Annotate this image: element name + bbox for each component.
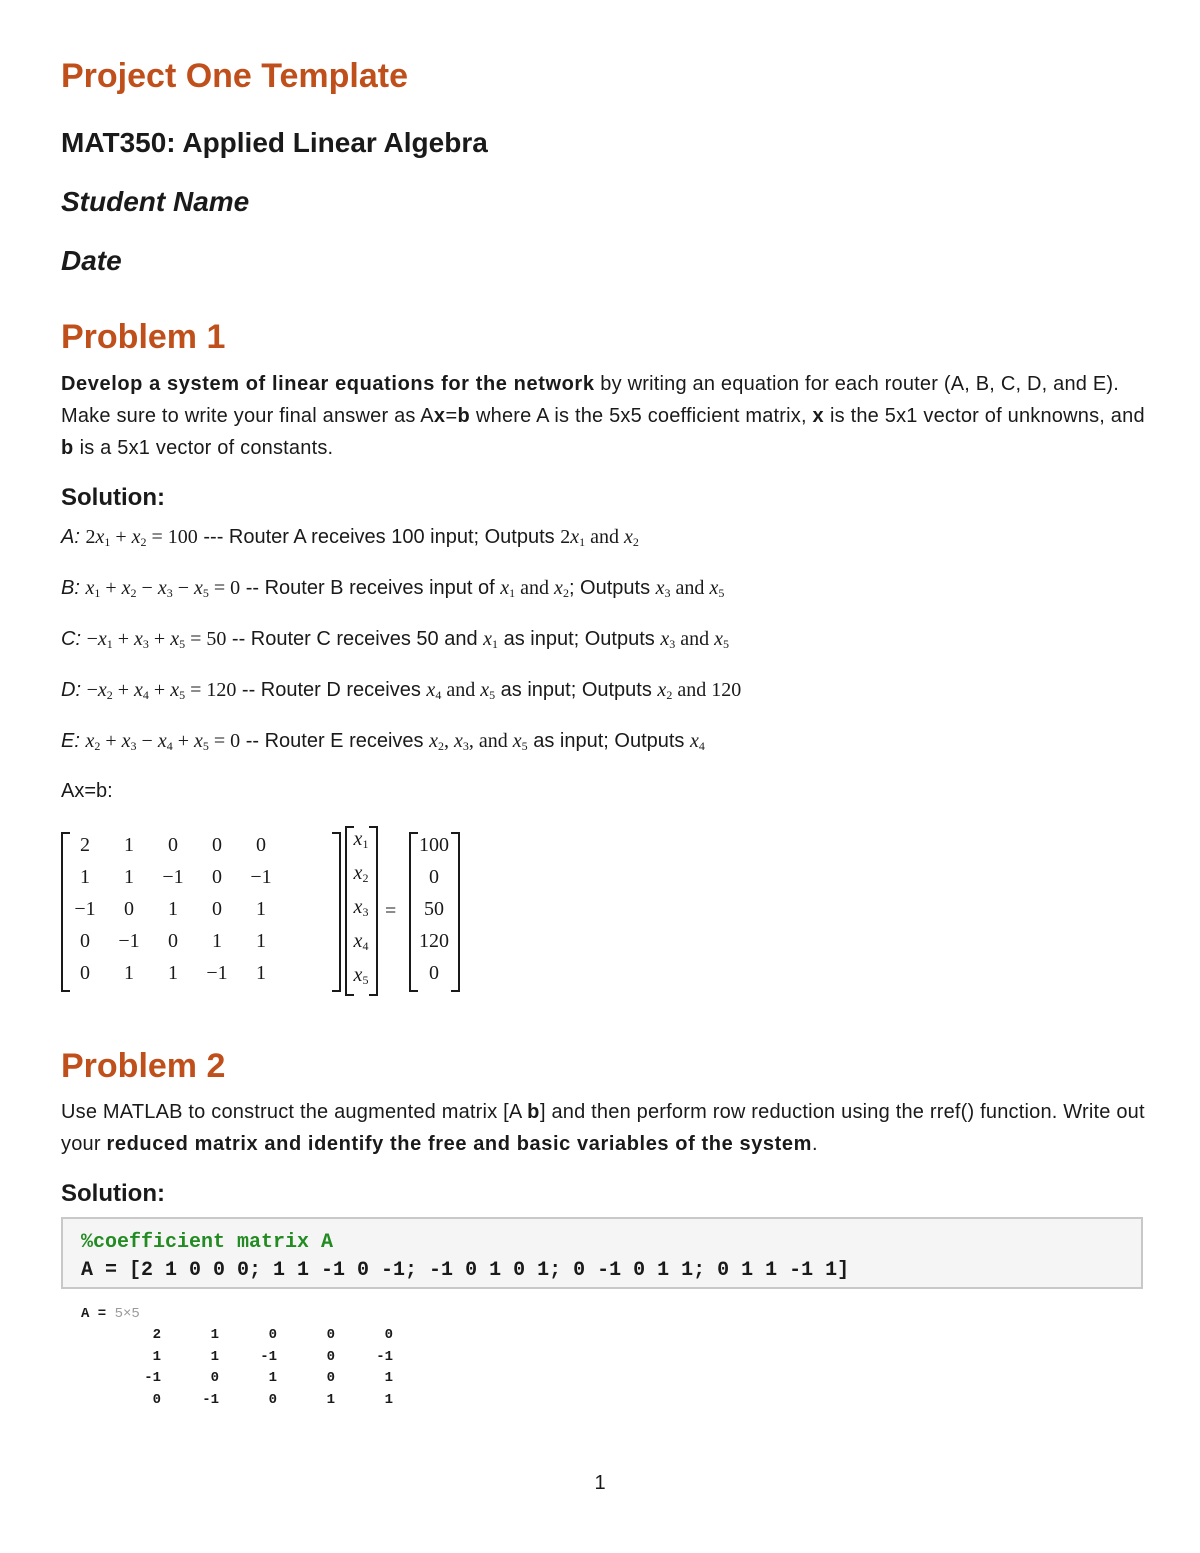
- matrix-a-cell: 1: [124, 866, 134, 888]
- matrix-a-right-bracket: [332, 832, 341, 992]
- matrix-a-cell: −1: [118, 930, 140, 952]
- matrix-a-cell: 0: [212, 834, 222, 856]
- prompt-text: by writing an equation for each router (A, B, C, D, and E). Make sure to write your final answer as A: [61, 373, 1120, 427]
- code-line: A = [2 1 0 0 0; 1 1 -1 0 -1; -1 0 1 0 1; 0 -1 0 1 1; 0 1 1 -1 1]: [81, 1259, 850, 1282]
- vector-b-cell: 120: [419, 930, 449, 952]
- problem1-prompt: [61, 368, 1146, 464]
- output-cell: 1: [268, 1370, 277, 1386]
- matrix-a-cell: 1: [124, 834, 134, 856]
- output-cell: 1: [210, 1348, 219, 1365]
- output-cell: 1: [384, 1370, 393, 1386]
- prompt-text: is a 5x1 vector of constants.: [73, 437, 334, 459]
- prompt-bold: Develop a system of linear equations for the network: [61, 373, 595, 395]
- eq-desc: -- Router D receives: [236, 679, 427, 701]
- code-block[interactable]: [61, 1217, 1143, 1289]
- equation-c: C: $-x_1 + x_3 + x_5 = 50$ -- Router C receives 50 and $x_1$ as input; Outputs $x_3$ and $x_5$: [61, 628, 730, 651]
- matrix-a-cell: 1: [256, 962, 266, 984]
- eq-desc: ; Outputs: [568, 577, 656, 599]
- output-header: [81, 1306, 140, 1322]
- matrix-a-cell: 1: [256, 930, 266, 952]
- matrix-a-cell: 0: [212, 866, 222, 888]
- student-name: Student Name: [61, 186, 250, 217]
- matrix-a-cell: 0: [80, 962, 90, 984]
- output-cell: 0: [268, 1391, 277, 1408]
- page-number: 1: [594, 1472, 606, 1494]
- eq-label: B:: [61, 577, 80, 599]
- output-dims: 5×5: [114, 1306, 140, 1322]
- eq-label: A:: [61, 526, 80, 548]
- matrix-a-cell: 0: [124, 898, 134, 920]
- output-cell: 0: [326, 1370, 335, 1386]
- output-cell: 1: [210, 1327, 219, 1343]
- output-name: A =: [81, 1306, 115, 1322]
- output-cell: -1: [260, 1348, 277, 1365]
- eq-desc: as input; Outputs: [527, 730, 690, 752]
- equation-b: B: $x_1 + x_2 - x_3 - x_5 = 0$ -- Router B receives input of $x_1$ and $x_2$; Outputs $x_3$ and $x_5$: [61, 577, 725, 600]
- vector-b-cell: 50: [424, 898, 444, 920]
- prompt-x: x: [812, 405, 825, 427]
- matrix-a-cell: 0: [168, 834, 178, 856]
- output-cell: 0: [152, 1391, 161, 1408]
- solution-label: Solution:: [61, 1180, 165, 1207]
- vector-x-cell: $x_3$: [353, 896, 369, 919]
- eq-desc: as input; Outputs: [498, 628, 661, 650]
- problem2-heading: Problem 2: [61, 1047, 226, 1085]
- eq-desc: -- Router C receives 50 and: [226, 628, 484, 650]
- matrix-a-cell: 1: [124, 962, 134, 984]
- eq-desc: as input; Outputs: [495, 679, 658, 701]
- matrix-a-cell: −1: [74, 898, 96, 920]
- output-cell: 1: [152, 1348, 161, 1365]
- course-name: MAT350: Applied Linear Algebra: [61, 127, 488, 158]
- prompt-bold: reduced matrix and identify the free and basic variables of the system: [106, 1133, 813, 1155]
- vector-x-cell: $x_4$: [353, 930, 369, 953]
- output-cell: 1: [384, 1391, 393, 1408]
- eq-label: D:: [61, 679, 81, 701]
- output-cell: 0: [268, 1327, 277, 1343]
- matrix-a-cell: 1: [168, 898, 178, 920]
- problem2-prompt: [61, 1096, 1146, 1160]
- matrix-a-cell: −1: [162, 866, 184, 888]
- prompt-x: x: [433, 405, 446, 427]
- matrix-a-cell: 1: [80, 866, 90, 888]
- prompt-b: b: [527, 1101, 540, 1123]
- page-title: Project One Template: [61, 57, 409, 95]
- vector-b-cell: 100: [419, 834, 449, 856]
- eq-desc: -- Router B receives input of: [240, 577, 501, 599]
- prompt-b: b: [457, 405, 471, 427]
- prompt-text: ] and then perform row reduction using the rref() function. Write out your: [61, 1101, 1145, 1155]
- problem1-heading: Problem 1: [61, 318, 226, 356]
- output-cell: 0: [210, 1370, 219, 1386]
- eq-desc: --- Router A receives 100 input; Outputs: [197, 526, 561, 548]
- output-cell: -1: [144, 1370, 161, 1386]
- prompt-b: b: [61, 437, 74, 459]
- matrix-a-cell: 0: [212, 898, 222, 920]
- date-field: Date: [61, 245, 122, 276]
- vector-b-cell: 0: [429, 962, 439, 984]
- axb-label: Ax=b:: [61, 780, 113, 802]
- output-cell: 2: [152, 1327, 161, 1343]
- vector-x-cell: $x_1$: [353, 828, 369, 851]
- vector-x-cell: $x_2$: [353, 862, 369, 885]
- output-cell: -1: [376, 1348, 393, 1365]
- matrix-a-cell: 0: [256, 834, 266, 856]
- matrix-a-cell: 0: [80, 930, 90, 952]
- eq-desc: -- Router E receives: [240, 730, 430, 752]
- matrix-a-cell: 1: [256, 898, 266, 920]
- matrix-a-cell: 1: [212, 930, 222, 952]
- output-cell: 0: [384, 1327, 393, 1343]
- matrix-a-cell: 2: [80, 834, 90, 856]
- output-cell: 1: [326, 1391, 335, 1408]
- eq-label: E:: [61, 730, 80, 752]
- prompt-text: .: [812, 1133, 818, 1155]
- equation-d: D: $-x_2 + x_4 + x_5 = 120$ -- Router D receives $x_4$ and $x_5$ as input; Outputs $x_2$ and 120: [61, 679, 742, 702]
- vector-b-cell: 0: [429, 866, 439, 888]
- eq-label: C:: [61, 628, 81, 650]
- matrix-a-cell: −1: [250, 866, 272, 888]
- prompt-text: is the 5x1 vector of unknowns, and: [824, 405, 1145, 427]
- solution-label: Solution:: [61, 484, 165, 511]
- matrix-a-cell: −1: [206, 962, 228, 984]
- prompt-eq: =: [445, 405, 458, 427]
- output-cell: 0: [326, 1348, 335, 1365]
- equation-a: A: $2x_1 + x_2 = 100$ --- Router A receives 100 input; Outputs $2x_1$ and $x_2$: [61, 526, 639, 549]
- code-comment: %coefficient matrix A: [81, 1231, 334, 1254]
- equation-e: E: $x_2 + x_3 - x_4 + x_5 = 0$ -- Router E receives $x_2$, $x_3$, and $x_5$ as input; Outputs $x_4$: [61, 730, 705, 753]
- matrix-a-cell: 1: [168, 962, 178, 984]
- output-cell: -1: [202, 1391, 219, 1408]
- output-cell: 0: [326, 1327, 335, 1343]
- matrix-a-cell: 0: [168, 930, 178, 952]
- vector-x-cell: $x_5$: [353, 964, 369, 987]
- prompt-text: where A is the 5x5 coefficient matrix,: [470, 405, 813, 427]
- prompt-text: Use MATLAB to construct the augmented matrix [A: [61, 1101, 528, 1123]
